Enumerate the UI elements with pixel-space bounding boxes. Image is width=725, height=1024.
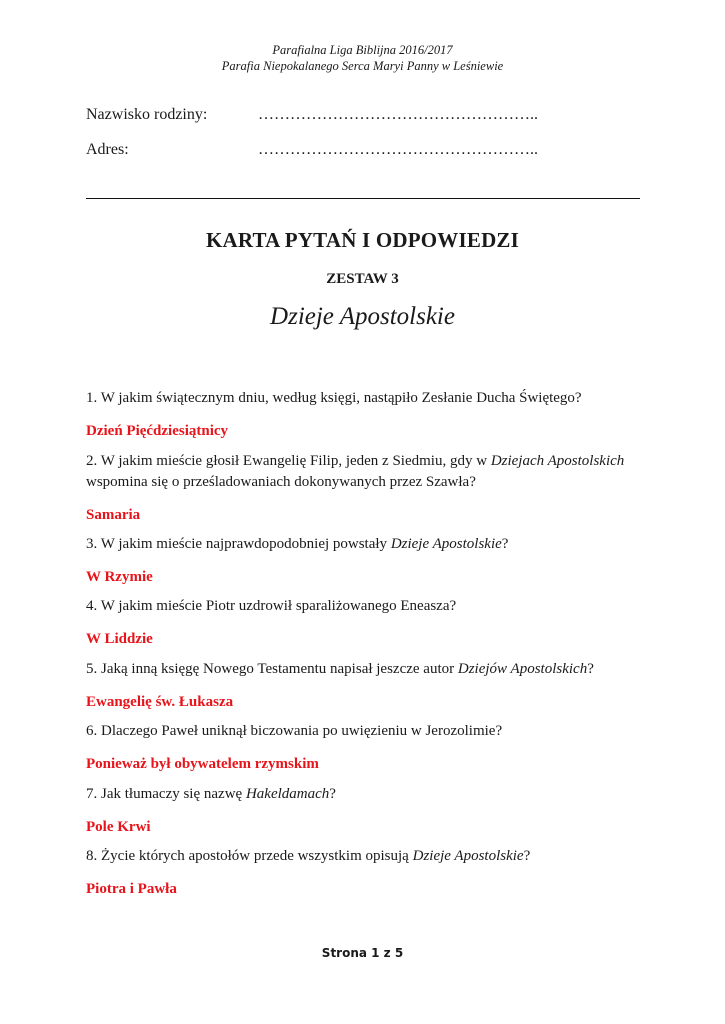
question: 8. Życie których apostołów przede wszystkim opisują Dzieje Apostolskie? <box>86 848 531 864</box>
question: 6. Dlaczego Paweł uniknął biczowania po uwięzieniu w Jerozolimie? <box>86 723 503 739</box>
qa-item <box>86 388 646 451</box>
qa-item <box>86 659 646 722</box>
question: 7. Jak tłumaczy się nazwę Hakeldamach? <box>86 785 336 802</box>
qa-item <box>86 534 646 597</box>
page-header <box>0 42 725 74</box>
qa-item <box>86 846 646 909</box>
answer: W Rzymie <box>86 568 153 585</box>
question-list <box>86 388 646 909</box>
answer: Dzień Pięćdziesiątnicy <box>86 423 229 439</box>
family-name-field <box>86 106 538 124</box>
address-blank: …………………………………………….. <box>258 141 538 158</box>
answer: Pole Krwi <box>86 818 151 835</box>
address-field <box>86 141 538 159</box>
book-subtitle: Dzieje Apostolskie <box>270 303 455 330</box>
question: 5. Jaką inną księgę Nowego Testamentu napisał jeszcze autor Dziejów Apostolskich? <box>86 660 594 677</box>
answer: Ponieważ był obywatelem rzymskim <box>86 756 319 772</box>
question: 3. W jakim mieście najprawdopodobniej powstały Dzieje Apostolskie? <box>86 535 509 552</box>
header-divider <box>86 198 640 199</box>
answer: W Liddzie <box>86 631 153 647</box>
address-label: Adres: <box>86 141 129 158</box>
page-number: Strona 1 z 5 <box>321 946 404 960</box>
league-title: Parafialna Liga Biblijna 2016/2017 <box>272 43 453 57</box>
parish-name: Parafia Niepokalanego Serca Maryi Panny w Leśniewie <box>221 59 504 73</box>
answer: Samaria <box>86 506 141 523</box>
page-title: KARTA PYTAŃ I ODPOWIEDZI <box>205 228 520 252</box>
qa-item <box>86 784 646 847</box>
qa-item <box>86 451 646 534</box>
qa-item <box>86 596 646 659</box>
question: 4. W jakim mieście Piotr uzdrowił sparaliżowanego Eneasza? <box>86 598 457 614</box>
answer: Piotra i Pawła <box>86 881 177 897</box>
family-name-label: Nazwisko rodziny: <box>86 106 208 123</box>
family-name-blank: …………………………………………….. <box>258 106 538 123</box>
qa-item <box>86 721 646 784</box>
set-number: ZESTAW 3 <box>326 271 399 287</box>
question: 2. W jakim mieście głosił Ewangelię Filip, jeden z Siedmiu, gdy w Dziejach Apostolskich wspomina się o prześladowaniach dokonywanych przez Szawła? <box>86 452 625 490</box>
answer: Ewangelię św. Łukasza <box>86 693 234 710</box>
question: 1. W jakim świątecznym dniu, według księgi, nastąpiło Zesłanie Ducha Świętego? <box>86 390 582 406</box>
